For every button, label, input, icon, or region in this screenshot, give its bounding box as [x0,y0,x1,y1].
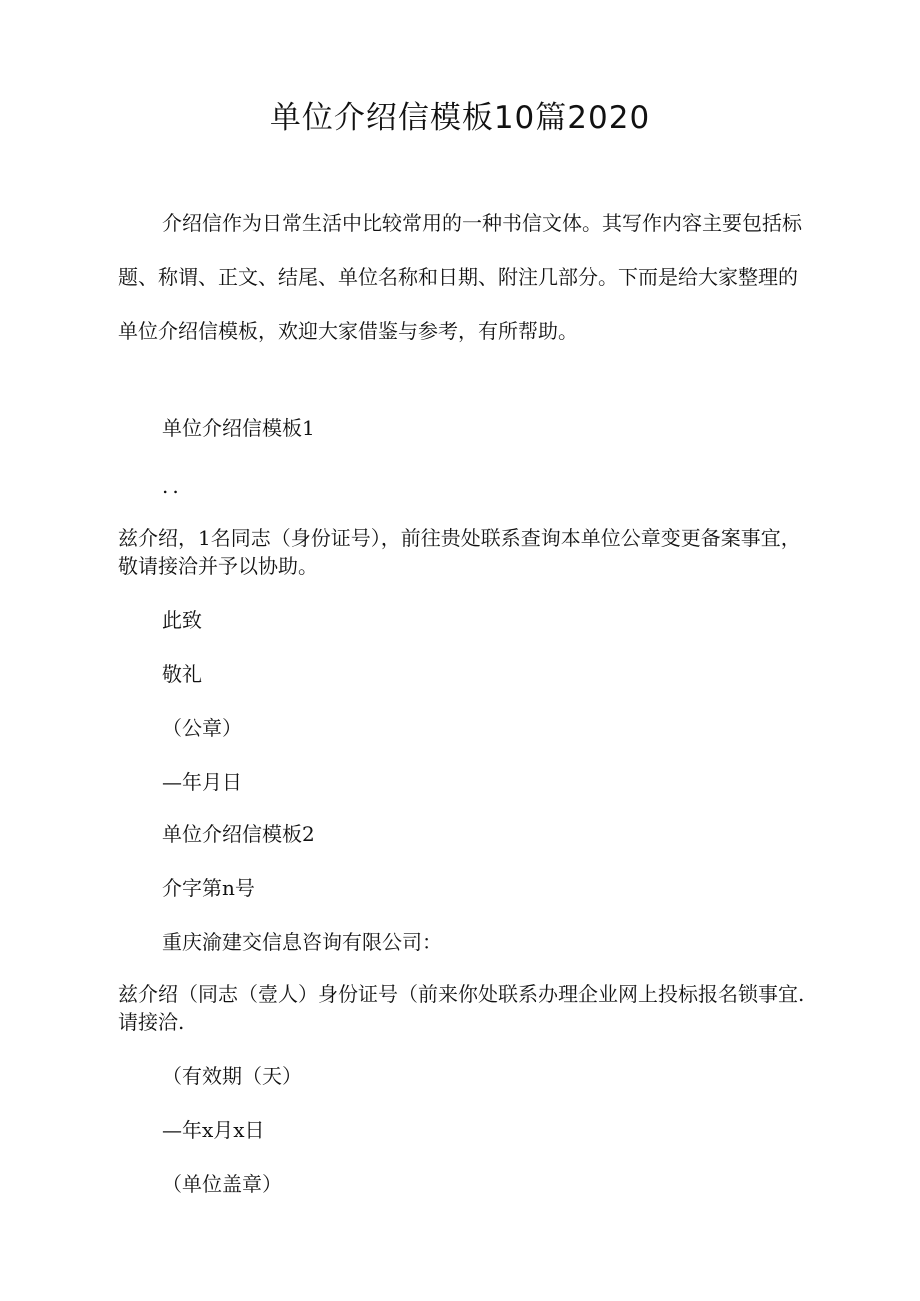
template2-number: 介字第n号 [162,876,255,900]
template2-recipient: 重庆渝建交信息咨询有限公司： [162,930,442,954]
template2-validity: （有效期（天） [162,1064,302,1088]
template1-salutation: .. [162,474,183,498]
intro-paragraph [118,196,808,358]
template2-seal: （单位盖章） [162,1172,282,1196]
template1-date: —年月日 [162,770,242,794]
template1-body: 兹介绍，1名同志（身份证号），前往贵处联系查询本单位公章变更备案事宜，敬请接洽并予以协助。 [118,526,801,578]
template1-closing-2: 敬礼 [162,662,202,686]
template1-heading: 单位介绍信模板1 [162,416,315,440]
document-title: 单位介绍信模板10篇2020 [269,100,651,136]
template1-closing-1: 此致 [162,608,202,632]
template1-seal: （公章） [162,716,242,740]
template2-date: —年x月x日 [162,1118,265,1142]
template2-heading: 单位介绍信模板2 [162,822,315,846]
intro-text: 介绍信作为日常生活中比较常用的一种书信文体。其写作内容主要包括标题、称谓、正文、结尾、单位名称和日期、附注几部分。下而是给大家整理的单位介绍信模板，欢迎大家借鉴与参考，有所帮助。 [118,211,802,343]
template2-body: 兹介绍（同志（壹人）身份证号（前来你处联系办理企业网上投标报名锁事宜.请接洽. [118,982,805,1034]
